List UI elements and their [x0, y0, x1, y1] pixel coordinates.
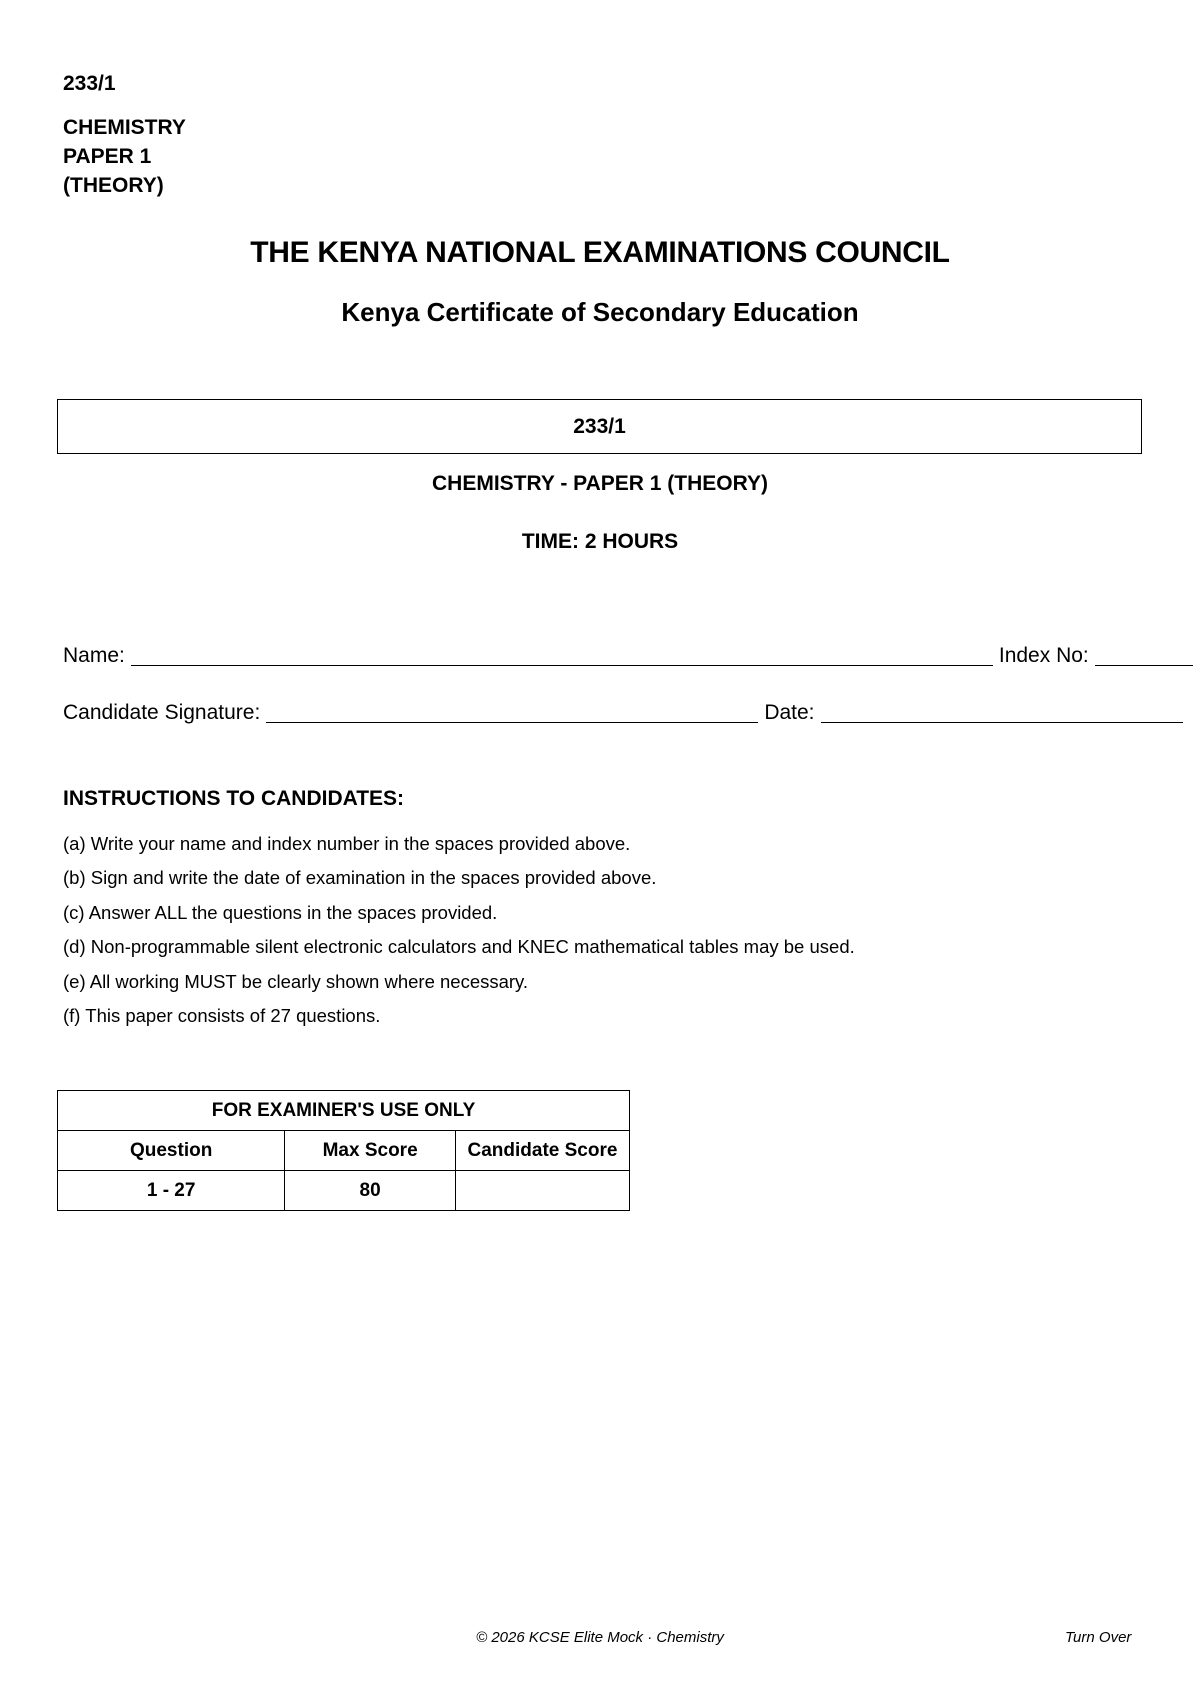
instruction-item: (c) Answer ALL the questions in the spaces provided.: [63, 901, 498, 923]
paper-line: PAPER 1: [63, 145, 152, 168]
examiner-table: [57, 1090, 630, 1211]
date-label: Date:: [764, 701, 815, 724]
time-allowed: TIME: 2 HOURS: [521, 530, 679, 553]
certificate-title: Kenya Certificate of Secondary Education: [341, 297, 859, 327]
index-line[interactable]: [1095, 645, 1193, 666]
cell-max-score: 80: [285, 1171, 456, 1211]
index-label: Index No:: [998, 644, 1089, 667]
header-question: Question: [58, 1131, 285, 1171]
instruction-item: (a) Write your name and index number in the spaces provided above.: [63, 833, 631, 854]
name-label: Name:: [63, 644, 125, 667]
footer-turn-over: Turn Over: [1065, 1629, 1132, 1646]
instruction-item: (b) Sign and write the date of examination in the spaces provided above.: [63, 867, 657, 889]
instruction-item: (d) Non-programmable silent electronic calculators and KNEC mathematical tables may be used.: [63, 936, 855, 958]
signature-line[interactable]: [266, 702, 758, 723]
name-row: [63, 644, 1193, 668]
name-line[interactable]: [131, 645, 993, 666]
instruction-item: (e) All working MUST be clearly shown where necessary.: [63, 970, 529, 992]
code-box: [57, 399, 1142, 454]
cell-candidate-score[interactable]: [455, 1171, 629, 1211]
date-line[interactable]: [821, 702, 1183, 723]
subject-block: [63, 113, 186, 200]
signature-label: Candidate Signature:: [63, 701, 261, 724]
paper-code: 233/1: [63, 72, 116, 95]
code-box-text: 233/1: [573, 414, 626, 438]
header-candidate-score: Candidate Score: [455, 1131, 629, 1171]
instructions-list: [63, 833, 855, 1039]
paper-title: CHEMISTRY - PAPER 1 (THEORY): [431, 472, 769, 495]
council-title: THE KENYA NATIONAL EXAMINATIONS COUNCIL: [250, 236, 950, 269]
theory-line: (THEORY): [63, 174, 164, 197]
cell-question-range: 1 - 27: [58, 1171, 285, 1211]
footer-copyright: © 2026 KCSE Elite Mock · Chemistry: [476, 1629, 724, 1646]
signature-row: [63, 701, 1183, 725]
instructions-heading: INSTRUCTIONS TO CANDIDATES:: [63, 787, 405, 810]
header-max-score: Max Score: [285, 1131, 456, 1171]
examiner-table-title: FOR EXAMINER'S USE ONLY: [58, 1091, 630, 1131]
subject-line: CHEMISTRY: [63, 116, 186, 139]
instruction-item: (f) This paper consists of 27 questions.: [63, 1004, 381, 1026]
